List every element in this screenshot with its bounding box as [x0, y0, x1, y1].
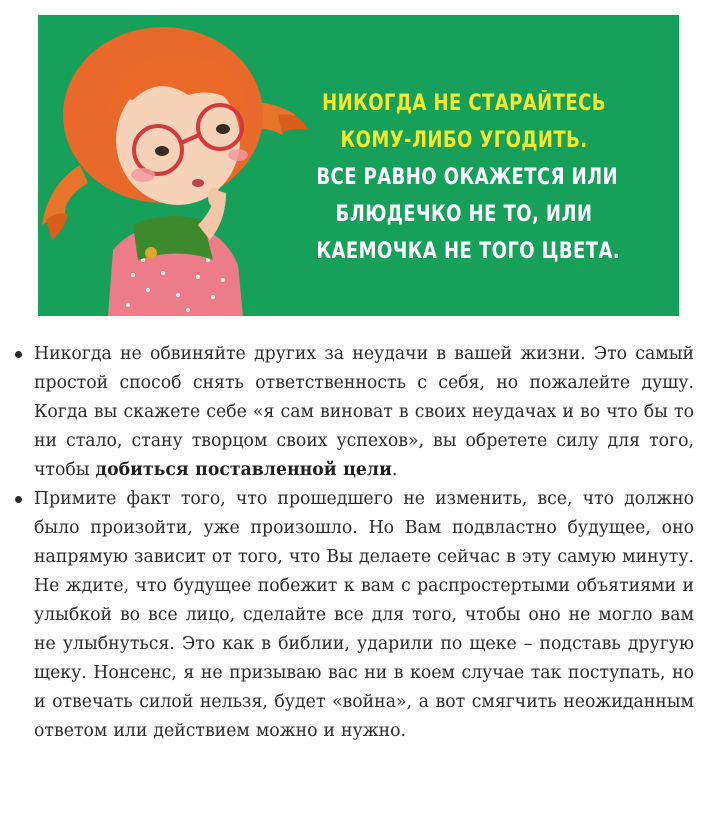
- quote-line-3: ВСЕ РАВНО ОКАЖЕТСЯ ИЛИ: [316, 165, 619, 190]
- quote-line-2: КОМУ-ЛИБО УГОДИТЬ.: [340, 128, 588, 153]
- list-item: [12, 485, 694, 746]
- list-item-text: Примите факт того, что прошедшего не изменить, все, что должно было произойти, уже произошло. Но Вам подвластно будущее, оно напрямую зависит от того, что Вы делаете сейчас в эту самую минуту. Не ждите, что будущее побежит к вам с распростертыми объятиями и улыбкой во все лицо, сделайте все для того, чтобы оно не могло вам не улыбнуться. Это как в библии, ударили по щеке – подставь другую щеку. Нонсенс, я не призываю вас ни в коем случае так поступать, но и отвечать силой нельзя, будет «война», а вот смягчить неожиданным ответом или действием можно и нужно.: [34, 489, 694, 741]
- article-body: [12, 340, 694, 746]
- quote-line-1: НИКОГДА НЕ СТАРАЙТЕСЬ: [322, 91, 606, 116]
- bullet-icon: [15, 496, 22, 503]
- list-item-text: Никогда не обвиняйте других за неудачи в вашей жизни. Это самый простой способ снять ответственность с себя, но пожалейте душу. Когда вы скажете себе «я сам виноват в своих неудачах и во что бы то ни стало, стану творцом своих успехов», вы обретете силу для того, чтобы: [34, 344, 694, 480]
- quote-banner: [38, 15, 679, 316]
- list-item-text-end: .: [391, 460, 398, 480]
- quote-line-5: КАЕМОЧКА НЕ ТОГО ЦВЕТА.: [316, 239, 621, 264]
- advice-list: [12, 340, 694, 746]
- list-item: [12, 340, 694, 485]
- bullet-icon: [15, 351, 22, 358]
- quote-line-4: БЛЮДЕЧКО НЕ ТО, ИЛИ: [335, 202, 593, 227]
- quote-text: [316, 85, 621, 270]
- bold-phrase: добиться поставленной цели: [95, 460, 392, 480]
- girl-illustration: [38, 15, 338, 316]
